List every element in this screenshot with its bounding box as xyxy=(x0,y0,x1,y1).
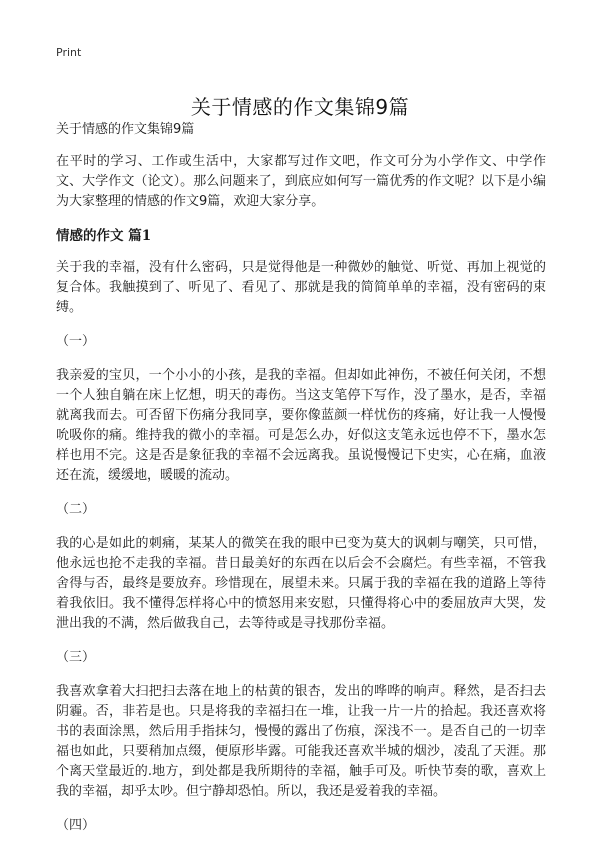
document-body xyxy=(56,120,546,850)
part-paragraph-2: 我的心是如此的刺痛，某某人的微笑在我的眼中已变为莫大的讽刺与嘲笑，只可惜，他永远也抢不走我的幸福。昔日最美好的东西在以后会不会腐烂。有些幸福，不管我舍得与否，最终是要放弃。珍惜现在，展望未来。只属于我的幸福在我的道路上等待着我依旧。我不懂得怎样将心中的愤怒用来安慰，只懂得将心中的委屈放声大哭，发泄出我的不满，然后做我自己，去等待或是寻找那份幸福。 xyxy=(56,536,546,631)
part-marker-4: （四） xyxy=(56,818,96,833)
part-paragraph-1: 我亲爱的宝贝，一个小小的小孩，是我的幸福。但却如此神伤，不被任何关闭，不想一个人独自躺在床上忆想，明天的毒伤。当这支笔停下写作，没了墨水，是否，幸福就离我而去。可否留下伤痛分我同享，要你像蓝颜一样忧伤的疼痛，好让我一人慢慢吮吸你的痛。维持我的微小的幸福。可是怎么办，好似这支笔永远也停不下，墨水怎样也用不完。这是否是象征我的幸福不会远离我。虽说慢慢记下史实，心在痛，血液还在流，缓缓地，暖暖的流动。 xyxy=(56,368,546,483)
part-marker-3: （三） xyxy=(56,650,96,665)
page-title: 关于情感的作文集锦9篇 xyxy=(190,95,410,120)
intro-paragraph: 在平时的学习、工作或生活中，大家都写过作文吧，作文可分为小学作文、中学作文、大学作文（论文）。那么问题来了，到底应如何写一篇优秀的作文呢？以下是小编为大家整理的情感的作文9篇，欢迎大家分享。 xyxy=(56,154,546,209)
part-marker-1: （一） xyxy=(56,334,96,349)
section-heading: 情感的作文 篇1 xyxy=(56,228,152,244)
section-intro-paragraph: 关于我的幸福，没有什么密码，只是觉得他是一种微妙的触觉、听觉、再加上视觉的复合体。我触摸到了、听见了、看见了、那就是我的简简单单的幸福，没有密码的束缚。 xyxy=(56,260,546,315)
print-label[interactable]: Print xyxy=(56,46,82,59)
document-subtitle: 关于情感的作文集锦9篇 xyxy=(56,122,195,137)
part-marker-2: （二） xyxy=(56,502,96,517)
part-paragraph-3: 我喜欢拿着大扫把扫去落在地上的枯黄的银杏，发出的哗哗的响声。释然，是否扫去阴霾。否，非若是也。只是将我的幸福扫在一堆，让我一片一片的拾起。我还喜欢将书的表面涂黑，然后用手指抹匀，慢慢的露出了伤痕，深浅不一。是否自己的一切幸福也如此，只要稍加点缀，便原形毕露。可能我还喜欢半城的烟沙，凌乱了天涯。那个离天堂最近的.地方，到处都是我所期待的幸福，触手可及。听快节奏的歌，喜欢上我的幸福，却乎太吵。但宁静却恐怕。所以，我还是爱着我的幸福。 xyxy=(56,684,546,799)
